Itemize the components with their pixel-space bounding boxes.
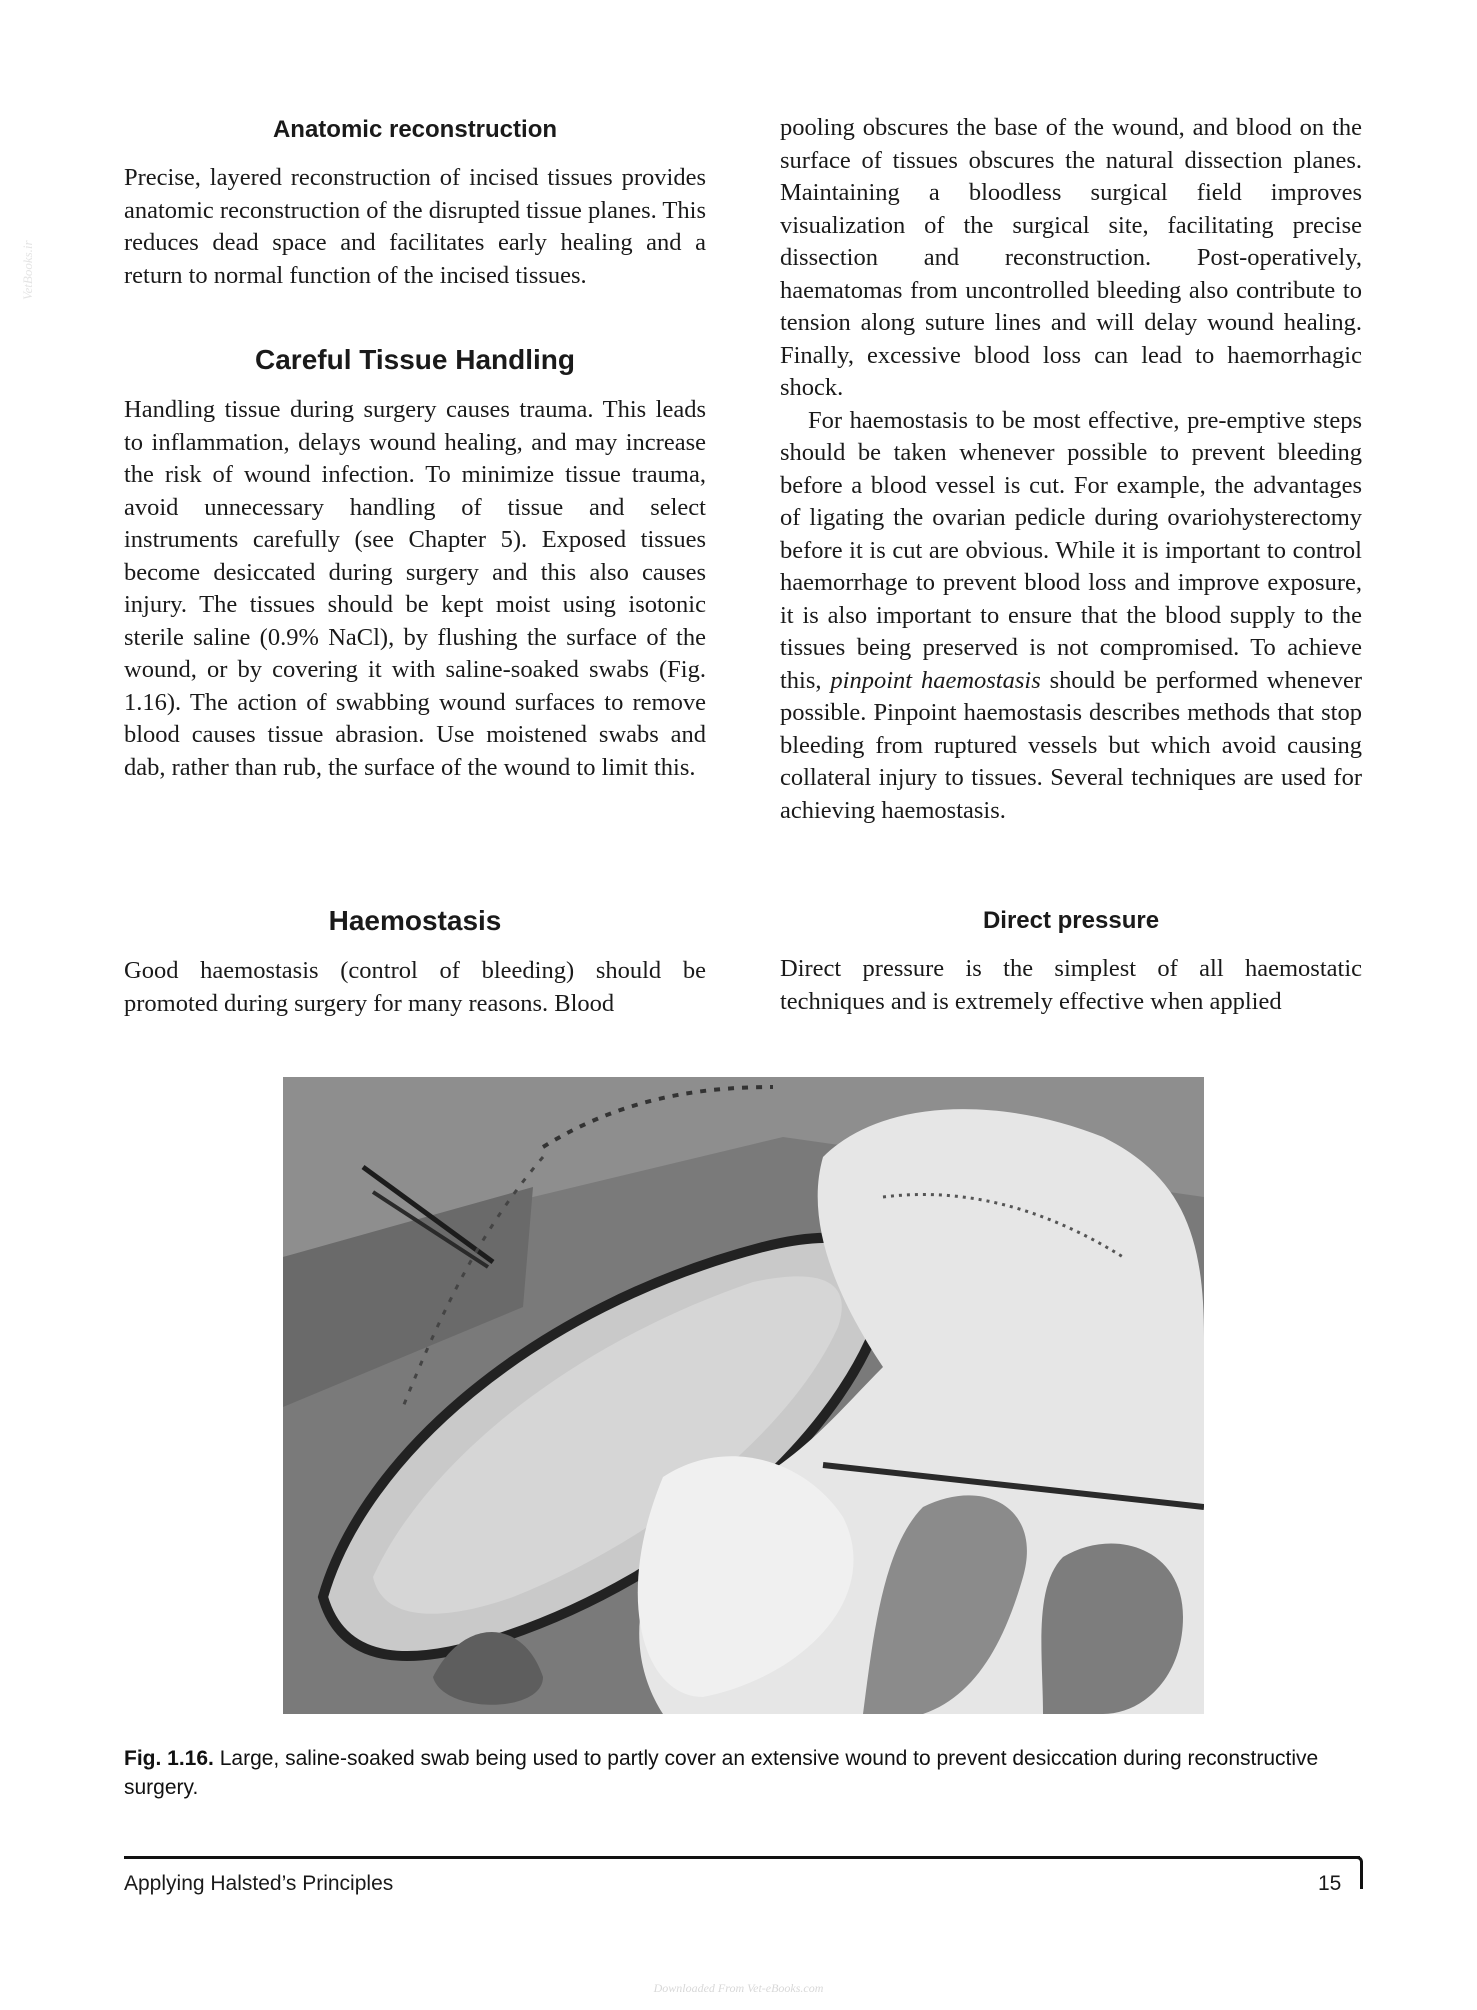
right-column-lower (780, 905, 1362, 1018)
surgical-wound-illustration (283, 1077, 1204, 1714)
haemostasis-paragraph-1: pooling obscures the base of the wound, and blood on the surface of tissues obscures the natural dissection planes. Maintaining a bloodless surgical field improves visualization of the surgical site, facilitating precise dissection and reconstruction. Post-operatively, haematomas from uncontrolled bleeding also contribute to tension along suture lines and will delay wound healing. Finally, excessive blood loss can lead to haemorrhagic shock. (780, 114, 1362, 401)
haemostasis-intro-paragraph: Good haemostasis (control of bleeding) should be promoted during surgery for many reasons. Blood (124, 957, 706, 1017)
running-footer-title: Applying Halsted’s Principles (124, 1872, 394, 1895)
pinpoint-haemostasis-term: pinpoint haemostasis (830, 666, 1041, 694)
haemostasis-heading: Haemostasis (328, 905, 502, 936)
side-watermark: VetBooks.ir (20, 240, 35, 300)
paragraph-2-end: should be performed whenever possible. Pinpoint haemostasis describes methods that stop bleeding from ruptured vessels but which avoid causing collateral injury to tissues. Several techniques are used for achieving haemostasis. (780, 666, 1362, 824)
footer-corner-mark (1356, 1856, 1363, 1889)
anatomic-reconstruction-heading: Anatomic reconstruction (272, 116, 558, 143)
figure-label: Fig. 1.16. (124, 1747, 214, 1770)
direct-pressure-paragraph: Direct pressure is the simplest of all haemostatic techniques and is extremely effective when applied (780, 955, 1362, 1015)
left-column-lower (124, 905, 706, 1020)
careful-tissue-handling-paragraph: Handling tissue during surgery causes trauma. This leads to inflammation, delays wound healing, and may increase the risk of wound infection. To minimize tissue trauma, avoid unnecessary handling of tissue and select instruments carefully (see Chapter 5). Exposed tissues become desiccated during surgery and this also causes injury. The tissues should be kept moist using isotonic sterile saline (0.9% NaCl), by flushing the surface of the wound, or by covering it with saline-soaked swabs (Fig. 1.16). The action of swabbing wound surfaces to remove blood causes tissue abrasion. Use moistened swabs and dab, rather than rub, the surface of the wound to limit this. (124, 396, 706, 781)
footer-rule (124, 1856, 1360, 1859)
surgical-wound-photo (283, 1077, 1204, 1714)
anatomic-reconstruction-paragraph: Precise, layered reconstruction of incised tissues provides anatomic reconstruction of the disrupted tissue planes. This reduces dead space and facilitates early healing and a return to normal function of the incised tissues. (124, 164, 706, 289)
right-column-upper (780, 112, 1362, 827)
direct-pressure-heading: Direct pressure (982, 907, 1160, 934)
figure-caption-text: Large, saline-soaked swab being used to partly cover an extensive wound to prevent desiccation during reconstructive surgery. (124, 1747, 1319, 1799)
haemostasis-paragraph-2 (780, 405, 1362, 828)
page-number: 15 (1318, 1872, 1342, 1895)
bottom-watermark: Downloaded From Vet-eBooks.com (653, 1981, 824, 1995)
paragraph-2-start: For haemostasis to be most effective, pre-emptive steps should be taken whenever possible to prevent bleeding before a blood vessel is cut. For example, the advantages of ligating the ovarian pedicle during ovariohysterectomy before it is cut are obvious. While it is important to control haemorrhage to prevent blood loss and improve exposure, it is also important to ensure that the blood supply to the tissues being preserved is not compromised. To achieve this, (780, 406, 1362, 694)
figure-caption (124, 1744, 1354, 1802)
left-column-upper (124, 112, 706, 784)
careful-tissue-handling-heading: Careful Tissue Handling (255, 344, 575, 375)
